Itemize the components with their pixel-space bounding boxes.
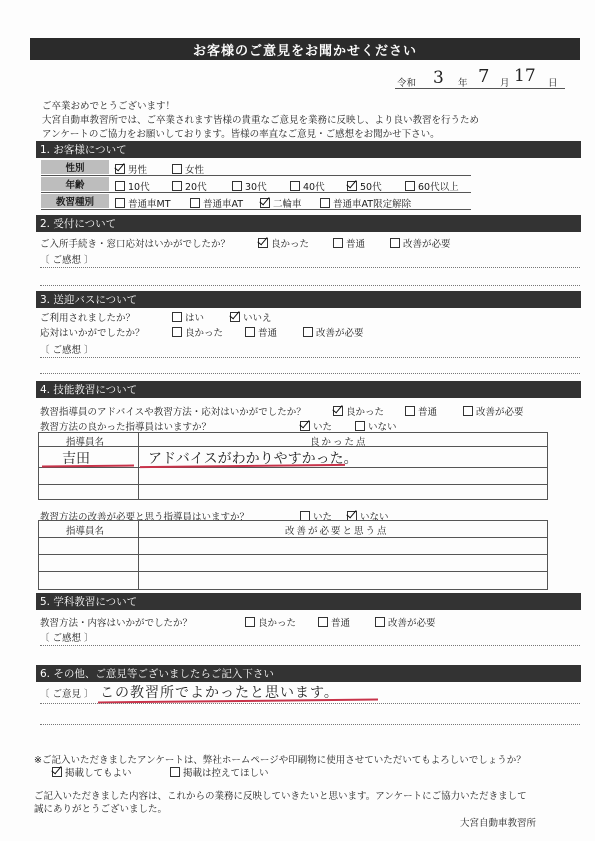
table1-header-name: 指導員名 (66, 437, 105, 448)
section-5-header: 5. 学科教習について (36, 593, 581, 610)
checkbox-icon[interactable] (52, 767, 62, 777)
table1-header-good-point: 良かった点 (310, 437, 368, 448)
checkbox-icon[interactable] (172, 327, 182, 337)
checkbox-icon[interactable] (463, 406, 473, 416)
date-day-unit: 日 (548, 78, 558, 89)
checkbox-icon[interactable] (333, 238, 343, 248)
checkbox-icon[interactable] (355, 421, 365, 431)
checkbox-icon[interactable] (347, 181, 357, 191)
checkbox-icon[interactable] (172, 164, 182, 174)
lecture-option-good[interactable]: 良かった (245, 615, 296, 629)
section-3-header: 3. 送迎バスについて (36, 291, 581, 308)
gender-option-female[interactable]: 女性 (172, 162, 204, 176)
age-option-40s[interactable]: 40代 (290, 179, 325, 193)
checkbox-icon[interactable] (333, 406, 343, 416)
type-label: 教習種別 (41, 194, 109, 208)
section-4-header: 4. 技能教習について (36, 381, 581, 398)
type-option-mt[interactable]: 普通車MT (115, 196, 171, 210)
checkbox-icon[interactable] (320, 198, 330, 208)
checkbox-icon[interactable] (245, 617, 255, 627)
improve-instructor-question: 教習方法の改善が必要と思う指導員はいますか？ (40, 512, 250, 523)
checkbox-icon[interactable] (318, 617, 328, 627)
date-day[interactable]: 17 (514, 66, 536, 86)
consent-question: ※ご記入いただきましたアンケートは、弊社ホームページや印刷物に使用させていただいてもよろしいでしょうか？ (34, 755, 526, 766)
reception-option-normal[interactable]: 普通 (333, 236, 365, 250)
section-1-header: 1. お客様について (36, 141, 581, 158)
bus-service-option-good[interactable]: 良かった (172, 325, 223, 339)
skill-advice-option-good[interactable]: 良かった (333, 404, 384, 418)
improve-instructor-option-yes[interactable]: いた (300, 509, 332, 523)
checkbox-icon[interactable] (375, 617, 385, 627)
table2-header-improve-point: 改善が必要と思う点 (285, 526, 389, 537)
skill-advice-question: 教習指導員のアドバイスや教習方法・応対はいかがでしたか？ (40, 407, 306, 418)
bus-use-option-yes[interactable]: はい (172, 310, 204, 324)
checkbox-icon[interactable] (245, 327, 255, 337)
intro-line-2: 大宮自動車教習所では、ご卒業されます皆様の貴重なご意見を業務に反映し、より良い教習を行うため (42, 115, 480, 126)
date-era: 令和 (397, 78, 417, 89)
checkbox-icon[interactable] (190, 198, 200, 208)
good-instructor-option-yes[interactable]: いた (300, 419, 332, 433)
improve-instructor-option-no[interactable]: いない (347, 509, 389, 523)
good-instructor-question: 教習方法の良かった指導員はいますか？ (40, 422, 212, 433)
intro-line-1: ご卒業おめでとうございます！ (42, 101, 176, 112)
reception-comment-label: 〔 ご感想 〕 (40, 255, 94, 266)
gender-label: 性別 (41, 160, 109, 174)
date-year-unit: 年 (458, 78, 468, 89)
lecture-option-normal[interactable]: 普通 (318, 615, 350, 629)
good-instructor-option-no[interactable]: いない (355, 419, 397, 433)
section-6-header: 6. その他、ご意見等ございましたらご記入下さい (36, 665, 581, 682)
bus-service-option-improve[interactable]: 改善が必要 (303, 325, 364, 339)
lecture-option-improve[interactable]: 改善が必要 (375, 615, 436, 629)
checkbox-icon[interactable] (170, 767, 180, 777)
reception-option-good[interactable]: 良かった (258, 236, 309, 250)
opinion-text[interactable]: この教習所でよかったと思います。 (100, 685, 339, 701)
survey-title: お客様のご意見をお聞かせください (30, 38, 580, 60)
consent-option-allow[interactable]: 掲載してもよい (52, 765, 132, 779)
checkbox-icon[interactable] (405, 181, 415, 191)
date-month-unit: 月 (500, 78, 510, 89)
checkbox-icon[interactable] (260, 198, 270, 208)
checkbox-icon[interactable] (172, 181, 182, 191)
checkbox-icon[interactable] (172, 312, 182, 322)
checkbox-icon[interactable] (232, 181, 242, 191)
checkbox-icon[interactable] (290, 181, 300, 191)
skill-advice-option-improve[interactable]: 改善が必要 (463, 404, 524, 418)
bus-comment-label: 〔 ご感想 〕 (40, 345, 94, 356)
age-option-60s-plus[interactable]: 60代以上 (405, 179, 459, 193)
checkbox-icon[interactable] (115, 198, 125, 208)
age-option-10s[interactable]: 10代 (115, 179, 150, 193)
consent-option-decline[interactable]: 掲載は控えてほしい (170, 765, 269, 779)
type-option-at[interactable]: 普通車AT (190, 196, 243, 210)
reception-option-improve[interactable]: 改善が必要 (390, 236, 451, 250)
table2-header-name: 指導員名 (66, 526, 105, 537)
skill-advice-option-normal[interactable]: 普通 (405, 404, 437, 418)
checkbox-icon[interactable] (390, 238, 400, 248)
gender-option-male[interactable]: 男性 (115, 162, 147, 176)
checkbox-icon[interactable] (405, 406, 415, 416)
checkbox-icon[interactable] (303, 327, 313, 337)
lecture-question: 教習方法・内容はいかがでしたか？ (40, 618, 193, 629)
age-option-50s[interactable]: 50代 (347, 179, 382, 193)
type-option-at-release[interactable]: 普通車AT限定解除 (320, 196, 411, 210)
checkbox-icon[interactable] (300, 421, 310, 431)
type-option-motorcycle[interactable]: 二輪車 (260, 196, 302, 210)
section-2-header: 2. 受付について (36, 215, 581, 232)
lecture-comment-label: 〔 ご感想 〕 (40, 633, 94, 644)
footer-company: 大宮自動車教習所 (460, 818, 537, 829)
checkbox-icon[interactable] (115, 181, 125, 191)
age-option-30s[interactable]: 30代 (232, 179, 267, 193)
date-year[interactable]: 3 (433, 68, 444, 88)
footer-line-2: 誠にありがとうございました。 (34, 804, 168, 815)
age-option-20s[interactable]: 20代 (172, 179, 207, 193)
bus-service-question: 応対はいかがでしたか？ (40, 328, 145, 339)
table1-good-point-text[interactable]: アドバイスがわかりやすかった。 (148, 451, 358, 467)
bus-use-question: ご利用されましたか？ (40, 313, 136, 324)
opinion-label: 〔 ご意見 〕 (40, 689, 94, 700)
bus-service-option-normal[interactable]: 普通 (245, 325, 277, 339)
table1-instructor-name[interactable]: 吉田 (62, 451, 90, 467)
checkbox-icon[interactable] (115, 164, 125, 174)
age-label: 年齢 (41, 177, 109, 191)
bus-use-option-no[interactable]: いいえ (230, 310, 272, 324)
reception-question: ご入所手続き・窓口応対はいかがでしたか？ (40, 239, 231, 250)
footer-line-1: ご記入いただきました内容は、これからの業務に反映していきたいと思います。アンケートにご協力いただきまして (34, 791, 527, 802)
checkbox-icon[interactable] (258, 238, 268, 248)
intro-line-3: アンケートのご協力をお願いしております。皆様の率直なご意見・ご感想をお聞かせ下さい。 (42, 129, 440, 140)
date-month[interactable]: 7 (478, 66, 490, 87)
checkbox-icon[interactable] (230, 312, 240, 322)
